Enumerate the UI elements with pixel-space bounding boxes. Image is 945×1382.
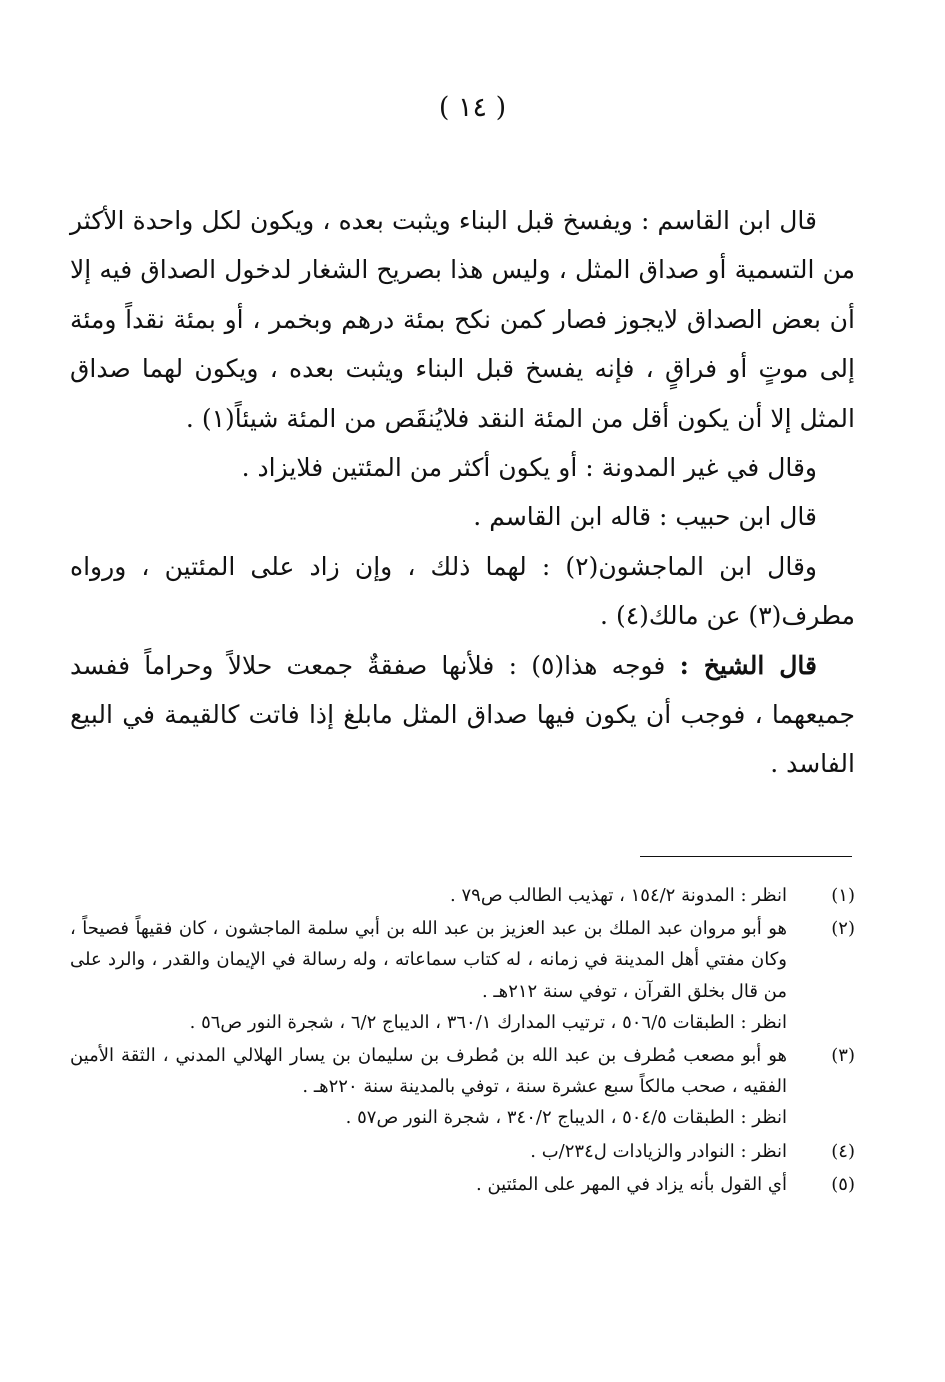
footnote-4 <box>70 1136 855 1167</box>
footnote-3 <box>70 1040 855 1134</box>
footnote-number: (٣) <box>831 1045 855 1067</box>
footnote-number: (٥) <box>831 1173 855 1195</box>
footnote-line: انظر : النوادر والزيادات ل٢٣٤/ب . <box>530 1140 787 1162</box>
footnotes <box>70 880 855 1202</box>
paragraph-4: وقال ابن الماجشون(٢) : لهما ذلك ، وإن زاد على المئتين ، ورواه مطرف(٣) عن مالك(٤) . <box>70 551 855 631</box>
paragraph-3: قال ابن حبيب : قاله ابن القاسم . <box>473 502 817 532</box>
footnote-text <box>70 880 787 911</box>
footnote-number: (٤) <box>831 1140 855 1162</box>
footnote-divider <box>640 856 852 857</box>
footnote-line: انظر : المدونة ١٥٤/٢ ، تهذيب الطالب ص٧٩ . <box>450 885 787 906</box>
footnote-line: هو أبو مصعب مُطرف بن عبد الله بن مُطرف بن سليمان بن يسار الهلالي المدني ، الثقة الأمين الفقيه ، صحب مالكاً سبع عشرة سنة ، توفي بالمدينة سنة ٢٢٠هـ . <box>70 1045 788 1098</box>
footnote-text <box>70 1040 787 1134</box>
main-text <box>70 196 855 789</box>
footnote-line: انظر : الطبقات ٥٠٤/٥ ، الديباج ٣٤٠/٢ ، شجرة النور ص٥٧ . <box>345 1107 787 1129</box>
sheikh-label: قال الشيخ : <box>679 650 817 680</box>
footnote-line: هو أبو مروان عبد الملك بن عبد العزيز بن عبد الله بن أبي سلمة الماجشون ، كان فقيهاً فصيحاً ، وكان مفتي أهل المدينة في زمانه ، له كتاب سماعاته ، وله رسالة في الإيمان والقدر ، والرد على من قال بخلق القرآن ، توفي سنة ٢١٢هـ . <box>70 918 787 1002</box>
footnote-number: (١) <box>831 885 855 906</box>
footnote-number: (٢) <box>831 918 855 940</box>
paragraph-2: وقال في غير المدونة : أو يكون أكثر من المئتين فلايزاد . <box>241 453 817 483</box>
paragraph-5 <box>70 641 855 789</box>
page-number: ( ١٤ ) <box>438 92 507 123</box>
footnote-text <box>70 1169 787 1200</box>
footnote-line: انظر : الطبقات ٥٠٦/٥ ، ترتيب المدارك ٣٦٠/١ ، الديباج ٦/٢ ، شجرة النور ص٥٦ . <box>189 1011 787 1033</box>
footnote-text <box>70 913 787 1038</box>
footnote-5 <box>70 1169 855 1200</box>
footnote-2 <box>70 913 855 1038</box>
paragraph-5-text: فوجه هذا(٥) : فلأنها صفقةٌ جمعت حلالاً وحراماً ففسد جميعهما ، فوجب أن يكون فيها صداق المثل مابلغ إذا فاتت كالقيمة في البيع الفاسد . <box>70 650 855 779</box>
footnote-line: أي القول بأنه يزاد في المهر على المئتين . <box>476 1173 787 1195</box>
footnote-1 <box>70 880 855 911</box>
footnote-text <box>70 1136 787 1167</box>
paragraph-1: قال ابن القاسم : ويفسخ قبل البناء ويثبت بعده ، ويكون لكل واحدة الأكثر من التسمية أو صداق المثل ، وليس هذا بصريح الشغار لدخول الصداق فيه إلا أن بعض الصداق لايجوز فصار كمن نكح بمئة درهم وبخمر ، أو بمئة نقداً ومئة إلى موتٍ أو فراقٍ ، فإنه يفسخ قبل البناء ويثبت بعده ، ويكون لهما صداق المثل إلا أن يكون أقل من المئة النقد فلايُنقَص من المئة شيئاً(١) . <box>70 206 855 433</box>
